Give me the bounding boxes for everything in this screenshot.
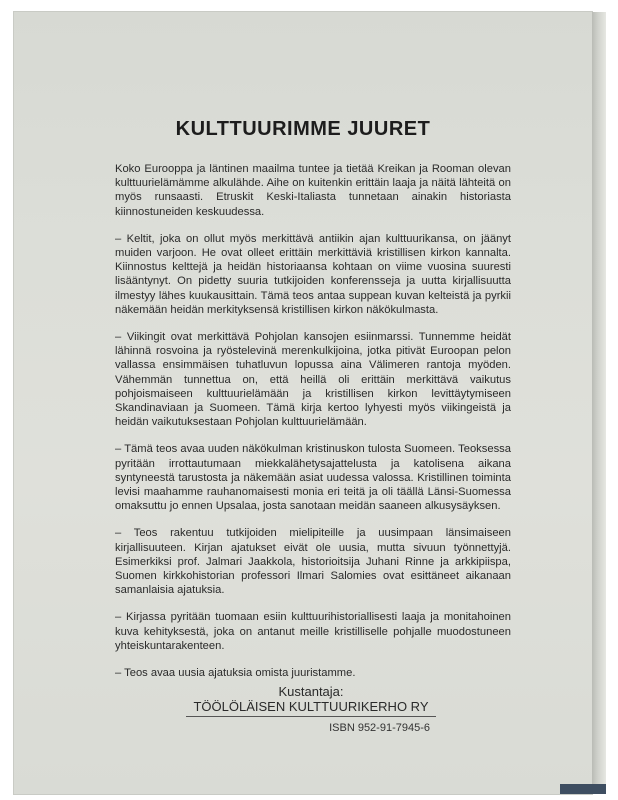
- publisher-block: [186, 684, 436, 717]
- book-spine-edge: [592, 12, 606, 794]
- book-title: KULTTUURIMME JUURET: [175, 118, 431, 140]
- blurb-paragraph: – Keltit, joka on ollut myös merkittävä antiikin ajan kulttuurikansa, on jäänyt muiden varjoon. He ovat olleet erittäin merkittäviä kristillisen kirkon kannalta. Kiinnostus kelttejä ja heidän historiaansa kohtaan on viime vuosina suuresti lisääntynyt. On pidetty suuria tutkijoiden konferensseja ja uutta kirjallisuutta ilmestyy lähes kuukausittain. Tämä teos antaa suppean kuvan kelteistä ja pyrkii näkemään heidän merkityksensä kristillisen kirkon näkökulmasta.: [115, 232, 511, 316]
- publisher-label: Kustantaja:: [278, 684, 344, 699]
- book-bottom-edge: [560, 784, 606, 794]
- blurb-paragraph: – Teos rakentuu tutkijoiden mielipiteille ja uusimpaan länsimaiseen kirjallisuuteen. Kirjan ajatukset eivät ole uusia, mutta sivuun työnnettyjä. Esimerkiksi prof. Jalmari Jaakkola, historioitsija Juhani Rinne ja arkkipiispa, Suomen kirkkohistorian professori Ilmari Salomies ovat esittäneet aikanaan samanlaisia ajatuksia.: [115, 527, 511, 597]
- blurb-paragraph: – Tämä teos avaa uuden näkökulman kristinuskon tulosta Suomeen. Teoksessa pyritään irrottautumaan miekkalähetysajattelusta ja katolisena aikana syntyneestä tarustosta ja näkemään asiat uudessa valossa. Kristillinen toiminta levisi maahamme rauhanomaisesti monia eri teitä ja oli täällä Länsi-Suomessa omaksuttu jo ennen Upsalaa, josta sanotaan meidän saaneen alkusysäyksen.: [115, 443, 511, 513]
- publisher-name: TÖÖLÖLÄISEN KULTTUURIKERHO RY: [186, 699, 436, 717]
- blurb-text: [115, 162, 511, 693]
- blurb-paragraph: – Kirjassa pyritään tuomaan esiin kulttuurihistoriallisesti laaja ja monitahoinen kuva kehityksestä, joka on antanut meille kristilliselle pohjalle muodostuneen yhteiskuntarakenteen.: [115, 611, 511, 652]
- blurb-paragraph: Koko Eurooppa ja läntinen maailma tuntee ja tietää Kreikan ja Rooman olevan kulttuurielämämme alkulähde. Aihe on kuitenkin erittäin laaja ja näitä lähteitä on myös runsaasti. Etruskit Keski-Italiasta tunnetaan ainakin historiasta kiinnostuneiden keskuudessa.: [115, 163, 511, 218]
- blurb-paragraph: – Teos avaa uusia ajatuksia omista juuristamme.: [115, 667, 356, 680]
- blurb-paragraph: – Viikingit ovat merkittävä Pohjolan kansojen esiinmarssi. Tunnemme heidät lähinnä rosvoina ja ryöstelevinä merenkulkijoina, jotka pitivät Euroopan pelon vallassa ensimmäisen tuhatluvun lopussa aina Välimeren rantoja myöden. Vähemmän tunnettua on, että heillä oli erittäin merkittävä vaikutus pohjoismaiseen kulttuurielämään ja kristillisen kirkon levittäytymiseen Skandinaviaan ja Suomeen. Tämä kirja kertoo lyhyesti myös viikingeistä ja heidän vaikutuksestaan Pohjolan kulttuurielämään.: [115, 331, 511, 429]
- isbn-number: ISBN 952-91-7945-6: [329, 722, 430, 734]
